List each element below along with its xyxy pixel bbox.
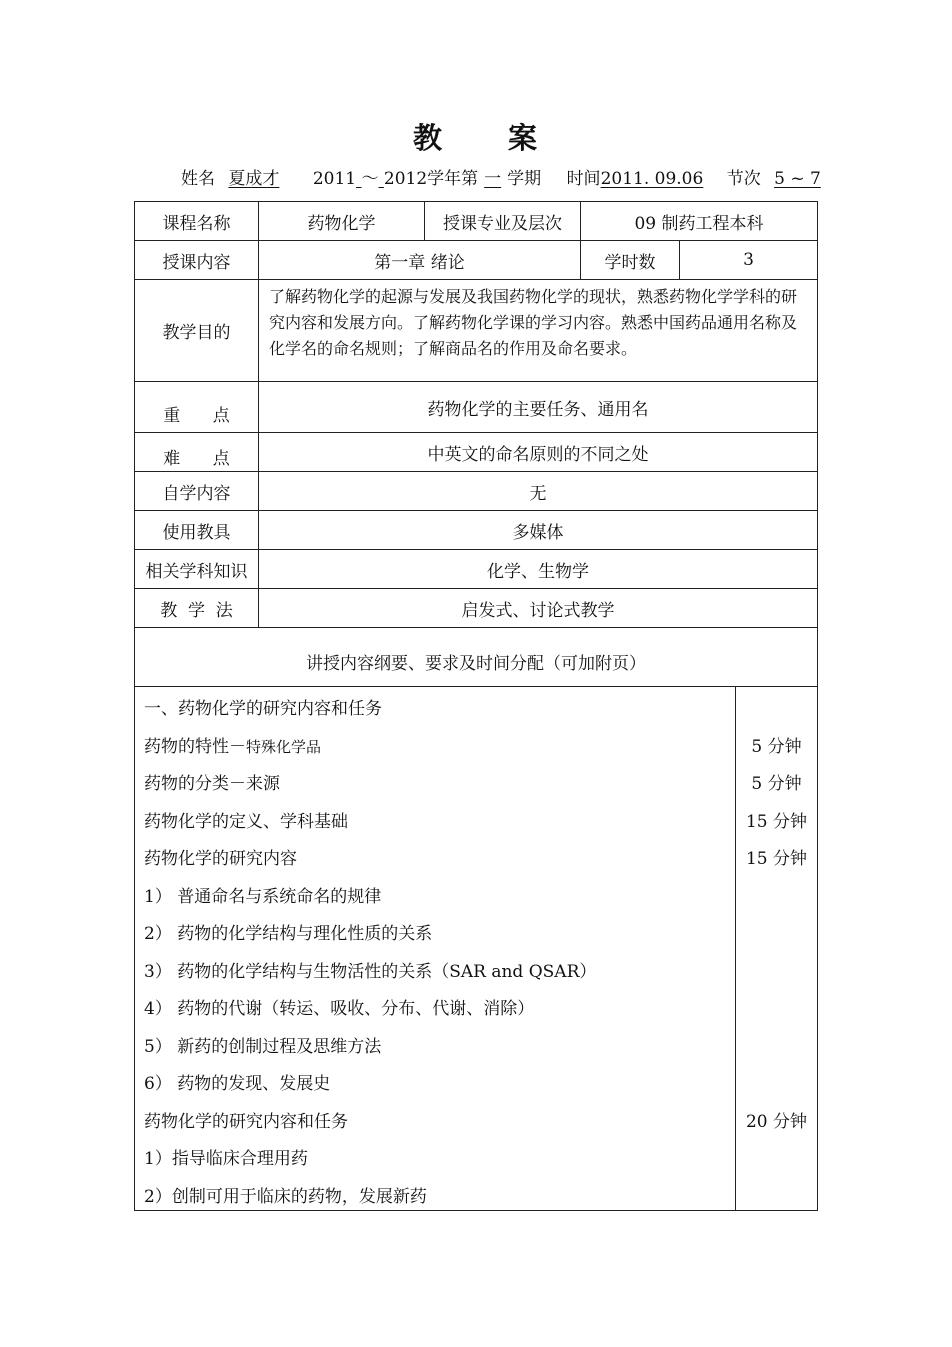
method: 启发式、讨论式教学 (258, 588, 818, 628)
outline-item-text: 3） 药物的化学结构与生物活性的关系（SAR and QSAR） (144, 961, 597, 982)
tools: 多媒体 (258, 510, 818, 550)
hours: 3 (679, 240, 818, 280)
term-suffix: 学期 (507, 169, 542, 189)
term: 一 (484, 169, 502, 189)
teacher-name: 夏成才 (228, 169, 280, 189)
date: 2011. 09.06 (600, 169, 704, 189)
goal-label: 教学目的 (134, 279, 259, 382)
outline-item (144, 994, 534, 1019)
outline-item-text: 6） 药物的发现、发展史 (144, 1074, 331, 1094)
title-char-1: 教 (412, 121, 444, 155)
major-label: 授课专业及层次 (424, 201, 581, 241)
outline-item (144, 957, 596, 982)
goal: 了解药物化学的起源与发展及我国药物化学的现状，熟悉药物化学学科的研究内容和发展方向。了解药物化学课的学习内容。熟悉中国药品通用名称及化学名的命名规则；了解商品名的作用及命名要求。 (258, 279, 818, 382)
method-label (134, 588, 259, 628)
outline-item-time: 15 分钟 (745, 811, 808, 832)
key-label-text: 重 点 (163, 405, 230, 426)
name-label: 姓名 (181, 169, 215, 189)
year-suffix: 学年第 (427, 169, 479, 189)
key-points: 药物化学的主要任务、通用名 (258, 381, 818, 433)
outline-item (144, 882, 381, 907)
course-name: 药物化学 (258, 201, 425, 241)
outline-item-text: 2） 药物的化学结构与理化性质的关系 (144, 924, 433, 944)
year-tilde: ～ (361, 169, 379, 189)
selfstudy-label: 自学内容 (134, 471, 259, 511)
year-start: 2011 (312, 169, 357, 189)
outline-item-text: 1） 普通命名与系统命名的规律 (144, 886, 382, 907)
period: 5 ~ 7 (774, 169, 821, 189)
outline-item (144, 1144, 308, 1169)
outline-item-text: 药物化学的研究内容和任务 (144, 1111, 348, 1132)
outline-item (144, 919, 432, 944)
outline-item-text: 药物的分类－来源 (144, 774, 280, 794)
outline-item (144, 844, 297, 869)
content: 第一章 绪论 (258, 240, 581, 280)
major: 09 制药工程本科 (580, 201, 818, 241)
hours-label: 学时数 (580, 240, 680, 280)
outline-time-column (735, 686, 818, 1211)
outline-item (144, 732, 321, 757)
selfstudy: 无 (258, 471, 818, 511)
key-label (134, 381, 259, 433)
outline-body (134, 686, 736, 1211)
difficulty-label-text: 难 点 (163, 448, 230, 469)
lesson-plan-table (134, 201, 818, 1211)
outline-item-time: 15 分钟 (745, 849, 808, 869)
difficulty-label (134, 432, 259, 472)
outline-item-text: 一、药物化学的研究内容和任务 (144, 699, 382, 719)
outline-item-text: 4） 药物的代谢（转运、吸收、分布、代谢、消除） (144, 999, 535, 1019)
outline-item (144, 1107, 348, 1132)
outline-header: 讲授内容纲要、要求及时间分配（可加附页） (134, 627, 818, 687)
tools-label: 使用教具 (134, 510, 259, 550)
year-range (305, 164, 427, 189)
outline-item-text: 药物化学的定义、学科基础 (144, 811, 348, 832)
outline-item (144, 1182, 427, 1207)
outline-item-time: 5 分钟 (751, 774, 802, 794)
outline-item-text: 5） 新药的创制过程及思维方法 (144, 1036, 382, 1057)
outline-item-text: 1）指导临床合理用药 (144, 1149, 308, 1169)
outline-item-time: 5 分钟 (751, 736, 802, 757)
period-label: 节次 (726, 169, 761, 189)
title-char-2: 案 (508, 121, 540, 155)
page-title (0, 116, 952, 157)
outline-item-text: 药物的特性－ (144, 736, 246, 757)
outline-item-text: 药物化学的研究内容 (144, 849, 297, 869)
year-end: 2012 (383, 169, 428, 189)
outline-item (144, 694, 382, 719)
outline-item-text: 2）创制可用于临床的药物，发展新药 (144, 1186, 427, 1207)
difficulty: 中英文的命名原则的不同之处 (258, 432, 818, 472)
header-info (181, 164, 821, 189)
related-label: 相关学科知识 (134, 549, 259, 589)
related: 化学、生物学 (258, 549, 818, 589)
outline-item (144, 807, 348, 832)
time-label: 时间 (566, 169, 601, 189)
outline-item-time: 20 分钟 (745, 1111, 808, 1132)
outline-item (144, 1069, 330, 1094)
course-name-label: 课程名称 (134, 201, 259, 241)
outline-item (144, 769, 280, 794)
content-label: 授课内容 (134, 240, 259, 280)
outline-item (144, 1032, 381, 1057)
outline-item-subtext: 特殊化学品 (246, 737, 322, 756)
method-label-text: 教 学 法 (160, 600, 233, 621)
